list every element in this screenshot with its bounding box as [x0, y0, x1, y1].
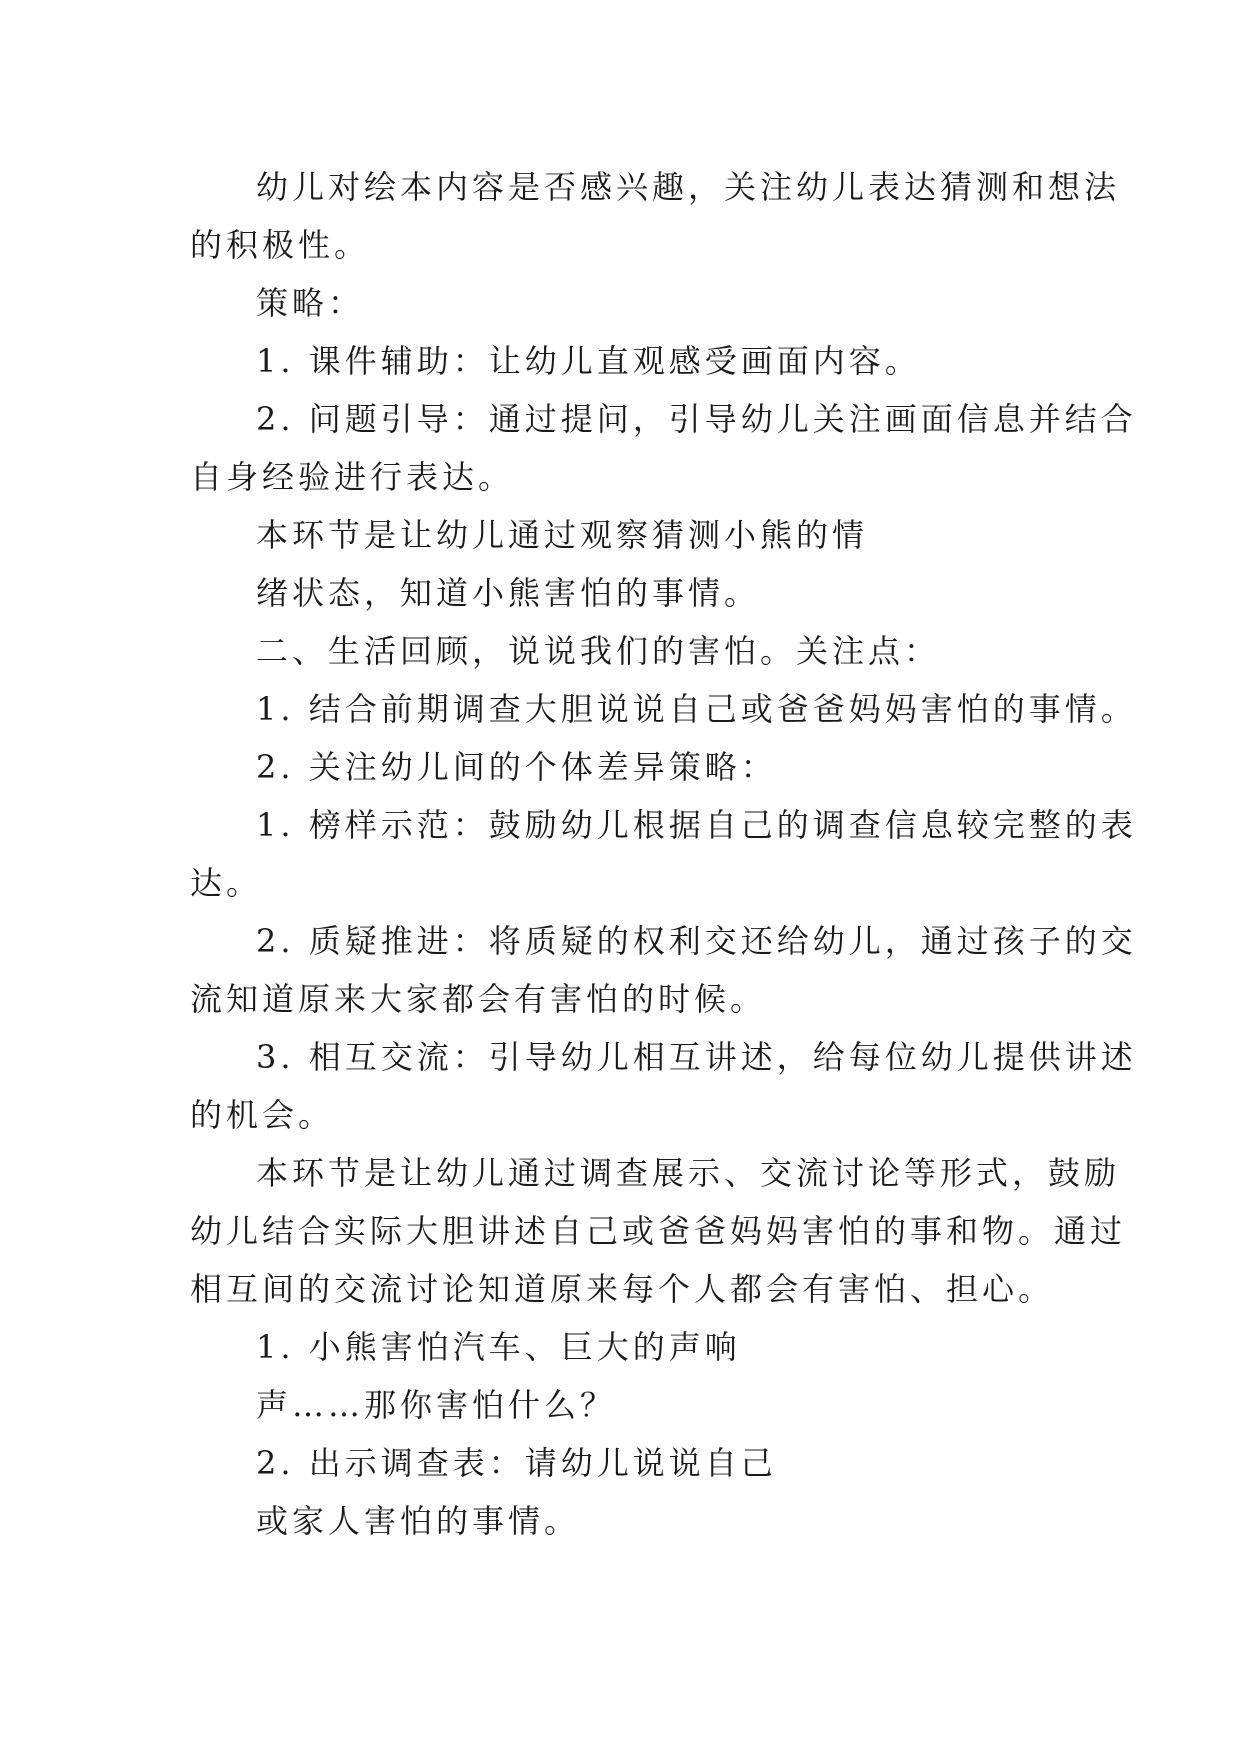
paragraph-line-7: 本环节是让幼儿通过观察猜测小熊的情	[256, 516, 869, 554]
paragraph-line-4: 1. 课件辅助：让幼儿直观感受画面内容。	[256, 342, 921, 380]
paragraph-line-6: 自身经验进行表达。	[190, 458, 515, 496]
paragraph-line-20: 相互间的交流讨论知道原来每个人都会有害怕、担心。	[190, 1270, 1055, 1308]
paragraph-line-19: 幼儿结合实际大胆讲述自己或爸爸妈妈害怕的事和物。通过	[190, 1212, 1127, 1250]
paragraph-line-23: 2. 出示调查表：请幼儿说说自己	[256, 1444, 777, 1482]
paragraph-line-12: 1. 榜样示范：鼓励幼儿根据自己的调查信息较完整的表	[256, 806, 1137, 844]
paragraph-line-1: 幼儿对绘本内容是否感兴趣，关注幼儿表达猜测和想法	[256, 168, 1121, 206]
paragraph-line-16: 3. 相互交流：引导幼儿相互讲述，给每位幼儿提供讲述	[256, 1038, 1137, 1076]
paragraph-line-13: 达。	[190, 864, 263, 902]
paragraph-line-5: 2. 问题引导：通过提问，引导幼儿关注画面信息并结合	[256, 400, 1137, 438]
paragraph-line-24: 或家人害怕的事情。	[256, 1502, 581, 1540]
paragraph-line-17: 的机会。	[190, 1096, 335, 1134]
paragraph-line-10: 1. 结合前期调查大胆说说自己或爸爸妈妈害怕的事情。	[256, 690, 1137, 728]
paragraph-line-2: 的积极性。	[190, 226, 371, 264]
paragraph-line-21: 1. 小熊害怕汽车、巨大的声响	[256, 1328, 741, 1366]
paragraph-line-9: 二、生活回顾，说说我们的害怕。关注点：	[256, 632, 941, 670]
paragraph-line-14: 2. 质疑推进：将质疑的权利交还给幼儿，通过孩子的交	[256, 922, 1137, 960]
paragraph-line-15: 流知道原来大家都会有害怕的时候。	[190, 980, 767, 1018]
paragraph-line-18: 本环节是让幼儿通过调查展示、交流讨论等形式，鼓励	[256, 1154, 1121, 1192]
paragraph-line-3: 策略：	[256, 284, 365, 322]
paragraph-line-22: 声……那你害怕什么？	[256, 1386, 617, 1424]
paragraph-line-8: 绪状态，知道小熊害怕的事情。	[256, 574, 761, 612]
paragraph-line-11: 2. 关注幼儿间的个体差异策略：	[256, 748, 777, 786]
